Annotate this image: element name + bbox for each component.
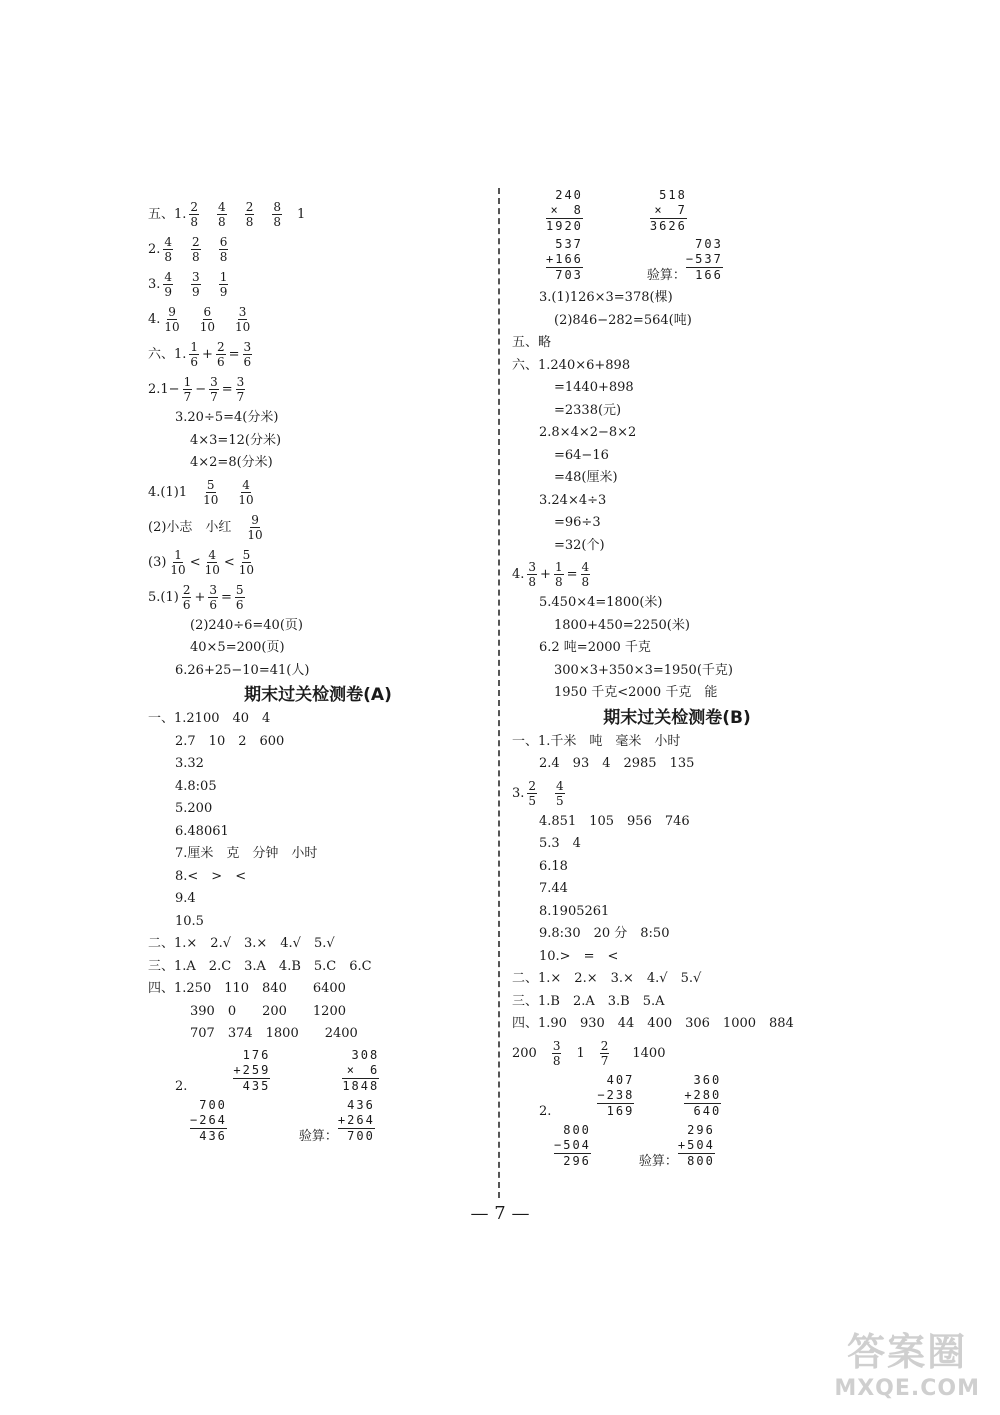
answer-line: 40×5=200(页) <box>190 640 285 655</box>
calc-line: +264 <box>337 1112 375 1127</box>
calc-line: 435 <box>233 1078 270 1094</box>
vertical-calc-row <box>512 188 842 234</box>
fraction: $\frac{5}{6}$ <box>235 582 244 612</box>
test-b-title: 期末过关检测卷(B) <box>603 707 751 728</box>
fraction: $\frac{9}{10}$ <box>164 305 180 334</box>
right-column <box>512 188 842 1169</box>
fraction: $\frac{4}{8}$ <box>581 560 590 589</box>
vertical-calc <box>650 188 687 234</box>
answer-line: =32(个) <box>554 537 605 553</box>
fraction: $\frac{6}{10}$ <box>199 305 215 334</box>
answer-line: (3) $\frac{1}{10}$ < $\frac{4}{10}$ < $\frac{5}{10}$ <box>148 547 255 577</box>
calc-line: 1848 <box>342 1078 380 1093</box>
fraction: $\frac{9}{10}$ <box>247 512 263 542</box>
answer-line: 9.4 <box>175 891 196 906</box>
answer-line: 1950 千克<2000 千克 能 <box>554 685 718 700</box>
verify-label: 验算： <box>638 1153 678 1169</box>
calc-line: −264 <box>190 1112 227 1127</box>
calc-line: 640 <box>684 1103 721 1119</box>
vertical-calc <box>233 1048 270 1094</box>
vertical-calc-row: 2. 407 −238 169 360 +280 640 <box>539 1072 722 1119</box>
answer-line: 二、1.× 2.√ 3.× 4.√ 5.√ <box>148 936 335 951</box>
fraction: $\frac{4}{8}$ <box>218 200 226 229</box>
calc-line: −537 <box>685 252 723 266</box>
answer-line: 4. $\frac{3}{8}$ + $\frac{1}{8}$ = $\frac{4}{8}$ <box>512 560 590 589</box>
fraction: $\frac{6}{8}$ <box>219 235 228 264</box>
answer-line: 2. $\frac{4}{8}$ $\frac{2}{8}$ $\frac{6}{8}$ <box>148 235 228 264</box>
fraction: $\frac{4}{10}$ <box>204 547 220 577</box>
calc-line: 703 <box>695 237 723 251</box>
vertical-calc <box>686 237 723 283</box>
fraction: $\frac{4}{10}$ <box>238 477 254 507</box>
answer-line: 6.2 吨=2000 千克 <box>539 640 651 655</box>
answer-line: (2)846−282=564(吨) <box>554 312 692 328</box>
calc-line: −238 <box>597 1087 635 1102</box>
answer-line: 5.3 4 <box>539 836 581 851</box>
verify-label: 验算： <box>298 1128 338 1144</box>
calc-line: 166 <box>686 267 723 283</box>
calc-line: 1920 <box>546 219 583 233</box>
fraction: $\frac{3}{8}$ <box>528 560 537 589</box>
answer-line: 一、1.千米 吨 毫米 小时 <box>512 733 681 749</box>
fraction: $\frac{1}{6}$ <box>190 340 199 369</box>
calc-line: × 8 <box>550 203 583 217</box>
fraction: $\frac{2}{6}$ <box>216 340 225 369</box>
calc-line: 407 <box>606 1072 635 1087</box>
fraction: $\frac{2}{6}$ <box>182 582 191 612</box>
answer-line: 390 0 200 1200 <box>190 1003 346 1019</box>
fraction: $\frac{2}{7}$ <box>600 1038 609 1068</box>
calc-line: 176 <box>242 1047 271 1062</box>
vertical-calc <box>342 1048 379 1094</box>
answer-line: 四、1.250 110 840 6400 <box>148 981 346 996</box>
calc-line: 308 <box>351 1047 380 1062</box>
answer-line: 6.18 <box>539 858 568 874</box>
answer-line: 8.< > < <box>175 868 247 884</box>
calc-line: −504 <box>554 1137 591 1152</box>
answer-line: =48(厘米) <box>554 470 618 485</box>
answer-line: =64−16 <box>554 447 609 463</box>
answer-line: 200 $\frac{3}{8}$ 1 $\frac{2}{7}$ 1400 <box>512 1038 666 1068</box>
vertical-calc-row <box>148 1098 488 1144</box>
answer-line: 1800+450=2250(米) <box>554 617 690 633</box>
answer-line: 4×3=12(分米) <box>190 432 282 448</box>
vertical-calc-row <box>512 237 842 283</box>
left-column <box>148 197 488 1144</box>
answer-line: 2.7 10 2 600 <box>175 733 285 749</box>
answer-line: 4.8:05 <box>175 778 217 794</box>
answer-line: 3.(1)126×3=378(棵) <box>539 290 673 305</box>
answer-line: (2)小志 小红 $\frac{9}{10}$ <box>148 512 263 542</box>
calc-line: 800 <box>678 1153 715 1169</box>
answer-line: 3. $\frac{2}{5}$ $\frac{4}{5}$ <box>512 778 564 808</box>
answer-line: 2.1− $\frac{1}{7}$ − $\frac{3}{7}$ = $\frac{3}{7}$ <box>148 375 245 404</box>
fraction: $\frac{3}{7}$ <box>210 375 218 404</box>
column-divider <box>498 188 500 1198</box>
calc-line: 436 <box>347 1097 375 1112</box>
answer-line: 9.8:30 20 分 8:50 <box>539 926 670 941</box>
fraction: $\frac{4}{5}$ <box>556 778 564 808</box>
answer-line: 四、1.90 930 44 400 306 1000 884 <box>512 1016 794 1031</box>
answer-line: 3.20÷5=4(分米) <box>175 410 279 425</box>
fraction: $\frac{2}{8}$ <box>190 200 199 229</box>
answer-line: 3.24×4÷3 <box>539 492 607 508</box>
answer-line: 3. $\frac{4}{9}$ $\frac{3}{9}$ $\frac{1}{9}$ <box>148 270 228 299</box>
fraction: $\frac{4}{9}$ <box>164 270 173 299</box>
calc-line: × 7 <box>654 203 687 217</box>
test-a-title: 期末过关检测卷(A) <box>244 685 392 705</box>
fraction: $\frac{1}{9}$ <box>219 270 228 299</box>
calc-line: 360 <box>693 1072 722 1087</box>
answer-line: 4.(1)1 $\frac{5}{10}$ $\frac{4}{10}$ <box>148 477 254 507</box>
page-number: — 7 — <box>470 1203 530 1224</box>
vertical-calc-row <box>512 1123 842 1169</box>
vertical-calc <box>684 1073 721 1119</box>
vertical-calc <box>597 1073 634 1119</box>
calc-line: 700 <box>199 1097 227 1112</box>
answer-line: 7.44 <box>539 881 568 896</box>
answer-line: 10.5 <box>175 913 204 929</box>
fraction: $\frac{1}{10}$ <box>170 547 186 577</box>
answer-line: 5.(1) $\frac{2}{6}$ + $\frac{3}{6}$ = $\frac{5}{6}$ <box>148 582 244 612</box>
answer-line: 2.8×4×2−8×2 <box>539 425 637 440</box>
calc-line: +166 <box>546 252 583 266</box>
answer-line: 5.450×4=1800(米) <box>539 595 663 610</box>
fraction: $\frac{5}{10}$ <box>238 547 255 577</box>
fraction: $\frac{8}{8}$ <box>273 200 281 229</box>
answer-line: 二、1.× 2.× 3.× 4.√ 5.√ <box>512 971 702 986</box>
calc-line: 436 <box>190 1128 227 1144</box>
answer-line: 707 374 1800 2400 <box>190 1026 358 1041</box>
answer-line: 三、1.A 2.C 3.A 4.B 5.C 6.C <box>148 958 372 974</box>
answer-line: 10.> = < <box>539 948 619 964</box>
answer-line: 3.32 <box>175 756 204 771</box>
answer-line: 一、1.2100 40 4 <box>148 711 271 726</box>
answer-line: 7.厘米 克 分钟 小时 <box>175 846 318 861</box>
fraction: $\frac{1}{8}$ <box>554 560 563 589</box>
fraction: $\frac{3}{7}$ <box>236 375 245 404</box>
verify-label: 验算： <box>646 268 686 283</box>
answer-line: =1440+898 <box>554 380 634 395</box>
answer-line: =2338(元) <box>554 402 622 418</box>
calc-line: +280 <box>684 1087 722 1102</box>
answer-line: 三、1.B 2.A 3.B 5.A <box>512 993 665 1009</box>
answer-line: 4.851 105 956 746 <box>539 813 690 829</box>
fraction: $\frac{3}{10}$ <box>234 305 251 334</box>
answer-line: 6.26+25−10=41(人) <box>175 662 310 678</box>
calc-line: 703 <box>546 267 583 283</box>
fraction: $\frac{3}{6}$ <box>209 582 218 612</box>
calc-line: × 6 <box>346 1062 380 1077</box>
fraction: $\frac{5}{10}$ <box>203 477 219 507</box>
answer-line: =96÷3 <box>554 515 601 530</box>
calc-line: 296 <box>687 1122 715 1137</box>
fraction: $\frac{3}{8}$ <box>552 1038 561 1068</box>
answer-line: 5.200 <box>175 801 213 816</box>
answer-line: (2)240÷6=40(页) <box>190 617 303 633</box>
answer-line: 300×3+350×3=1950(千克) <box>554 662 733 678</box>
fraction: $\frac{2}{8}$ <box>245 200 254 229</box>
fraction: $\frac{2}{8}$ <box>192 235 200 264</box>
answer-line: 4×2=8(分米) <box>190 455 273 470</box>
calc-line: +259 <box>233 1062 271 1077</box>
vertical-calc <box>546 237 583 283</box>
answer-line: 六、1.240×6+898 <box>512 357 631 373</box>
calc-line: 700 <box>338 1128 375 1144</box>
vertical-calc-row: 2. 176 +259 435 308 × 6 1848 <box>175 1047 380 1094</box>
answer-line: 五、1. $\frac{2}{8}$ $\frac{4}{8}$ $\frac{2}{8}$ $\frac{8}{8}$ 1 <box>148 200 306 229</box>
calc-line: 3626 <box>649 219 687 233</box>
calc-line: 537 <box>555 237 583 251</box>
fraction: $\frac{1}{7}$ <box>183 375 192 404</box>
answer-line: 6.48061 <box>175 823 229 839</box>
fraction: $\frac{2}{5}$ <box>528 778 537 808</box>
answer-line: 8.1905261 <box>539 903 610 919</box>
calc-line: +504 <box>677 1137 715 1152</box>
vertical-calc <box>554 1123 591 1169</box>
site-watermark: 答案圈 MXQE.COM <box>834 1330 980 1401</box>
calc-line: 800 <box>563 1122 591 1137</box>
calc-line: 518 <box>659 188 687 202</box>
answer-line: 4. $\frac{9}{10}$ $\frac{6}{10}$ $\frac{3}{10}$ <box>148 305 251 334</box>
vertical-calc <box>678 1123 715 1169</box>
calc-line: 169 <box>597 1103 634 1119</box>
vertical-calc <box>546 188 583 234</box>
fraction: $\frac{4}{8}$ <box>164 235 173 264</box>
fraction: $\frac{3}{9}$ <box>192 270 200 299</box>
answer-line: 五、略 <box>512 335 552 350</box>
vertical-calc <box>338 1098 375 1144</box>
calc-line: 296 <box>554 1153 591 1169</box>
vertical-calc <box>190 1098 227 1144</box>
answer-line: 2.4 93 4 2985 135 <box>539 756 695 771</box>
answer-line: 六、1. $\frac{1}{6}$ + $\frac{2}{6}$ = $\frac{3}{6}$ <box>148 340 252 369</box>
fraction: $\frac{3}{6}$ <box>243 340 252 369</box>
calc-line: 240 <box>555 188 583 202</box>
